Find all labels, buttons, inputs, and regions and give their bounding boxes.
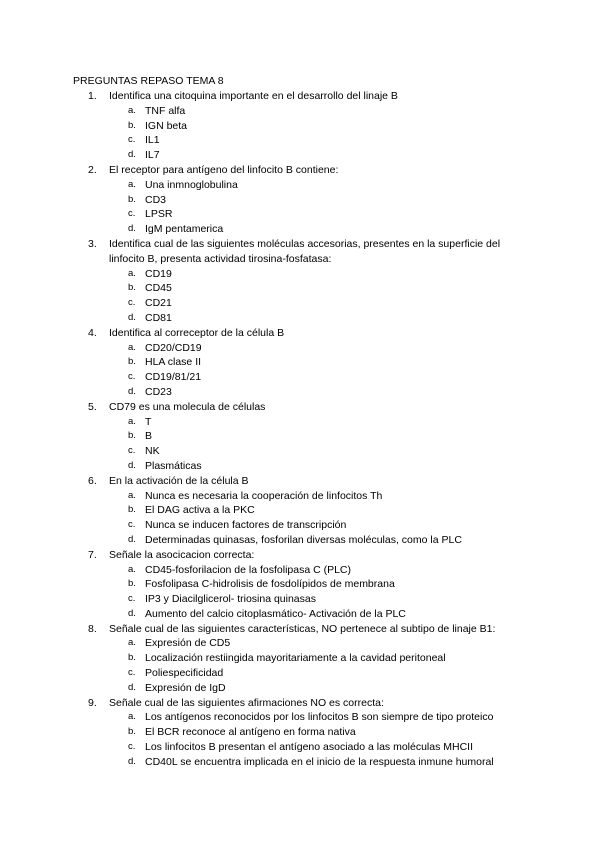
question-number: 8. (88, 622, 97, 635)
answer-option (0, 207, 600, 222)
question-text: CD79 es una molecula de células (109, 400, 266, 413)
option-text: CD21 (145, 297, 172, 310)
option-text: CD19/81/21 (145, 371, 202, 384)
question-number: 5. (88, 400, 97, 413)
option-letter: b. (128, 726, 136, 738)
option-letter: d. (128, 223, 136, 235)
option-letter: d. (128, 681, 136, 693)
answer-option (0, 503, 600, 518)
option-letter: a. (128, 178, 136, 190)
option-text: Localización restiingida mayoritariamente a la cavidad peritoneal (145, 652, 446, 665)
option-text: NK (145, 445, 160, 458)
option-text: CD81 (145, 311, 172, 324)
document-title: PREGUNTAS REPASO TEMA 8 (73, 75, 224, 87)
answer-option (0, 311, 600, 326)
answer-option (0, 651, 600, 666)
option-text: IgM pentamerica (145, 223, 224, 236)
question-item (0, 696, 600, 770)
question-item (0, 326, 600, 400)
question-number: 4. (88, 326, 97, 339)
answer-option (0, 222, 600, 237)
option-text: Los antígenos reconocidos por los linfocitos B son siempre de tipo proteico (145, 711, 494, 724)
question-number: 3. (88, 237, 97, 250)
answer-option (0, 607, 600, 622)
option-letter: a. (128, 415, 136, 427)
option-letter: d. (128, 311, 136, 323)
answer-option (0, 119, 600, 134)
option-text: IGN beta (145, 119, 188, 132)
question-number: 9. (88, 696, 97, 709)
option-letter: b. (128, 652, 136, 664)
question-item (0, 474, 600, 548)
option-text: El DAG activa a la PKC (145, 504, 255, 517)
option-text: B (145, 430, 153, 443)
answer-option (0, 489, 600, 504)
option-letter: b. (128, 282, 136, 294)
option-text: CD45 (145, 282, 172, 295)
option-letter: a. (128, 489, 136, 501)
option-text: CD45-fosforilacion de la fosfolipasa C (PLC) (145, 563, 352, 576)
option-text: Aumento del calcio citoplasmático- Activación de la PLC (145, 607, 406, 620)
question-number: 1. (88, 90, 97, 102)
answer-option (0, 133, 600, 148)
option-letter: c. (128, 134, 136, 146)
question-text: Identifica una citoquina importante en el desarrollo del linaje B (109, 90, 398, 102)
answer-option (0, 429, 600, 444)
question-number: 2. (88, 163, 97, 176)
question-item (0, 548, 600, 622)
option-text: Nunca es necesaria la cooperación de linfocitos Th (145, 489, 383, 502)
option-text: Una inmnoglobulina (145, 178, 238, 191)
answer-option (0, 296, 600, 311)
answer-option (0, 577, 600, 592)
question-text: El receptor para antígeno del linfocito B contiene: (109, 163, 339, 176)
answer-option (0, 281, 600, 296)
option-letter: a. (128, 711, 136, 723)
question-text: Identifica cual de las siguientes moléculas accesorias, presentes en la superficie del linfocito B, presenta actividad tirosina-fosfatasa: (109, 237, 501, 265)
question-item (0, 163, 600, 237)
question-text: Señale cual de las siguientes características, NO pertenece al subtipo de linaje B1: (109, 622, 496, 635)
option-text: Nunca se inducen factores de transcripción (145, 519, 347, 532)
option-letter: c. (128, 297, 136, 309)
option-letter: a. (128, 637, 136, 649)
option-letter: d. (128, 533, 136, 545)
option-letter: a. (128, 341, 136, 353)
option-text: Plasmáticas (145, 459, 202, 472)
question-text: En la activación de la célula B (109, 474, 249, 487)
option-letter: d. (128, 755, 136, 767)
option-text: CD40L se encuentra implicada en el inicio de la respuesta inmune humoral (145, 755, 494, 768)
option-text: T (145, 415, 152, 428)
answer-option (0, 740, 600, 755)
answer-option (0, 459, 600, 474)
answer-option (0, 563, 600, 578)
answer-option (0, 341, 600, 356)
option-text: CD3 (145, 193, 167, 206)
question-text: Señale la asocicacion correcta: (109, 548, 255, 561)
option-letter: c. (128, 519, 136, 531)
answer-option (0, 710, 600, 725)
question-number: 7. (88, 548, 97, 561)
option-letter: c. (128, 741, 136, 753)
answer-option (0, 415, 600, 430)
option-text: TNF alfa (145, 104, 186, 117)
question-item (0, 89, 600, 163)
option-text: Expresión de IgD (145, 681, 226, 694)
option-text: IL7 (145, 149, 160, 162)
answer-option (0, 104, 600, 119)
option-letter: b. (128, 578, 136, 590)
option-letter: a. (128, 563, 136, 575)
answer-option (0, 518, 600, 533)
option-letter: b. (128, 119, 136, 131)
option-text: Fosfolipasa C-hidrolisis de fosdolípidos de membrana (145, 578, 395, 591)
option-text: Determinadas quinasas, fosforilan diversas moléculas, como la PLC (145, 533, 462, 546)
answer-option (0, 666, 600, 681)
option-text: IL1 (145, 134, 160, 147)
option-text: Poliespecificidad (145, 667, 224, 680)
option-letter: d. (128, 607, 136, 619)
option-text: Los linfocitos B presentan el antígeno asociado a las moléculas MHCII (145, 741, 474, 754)
question-text: Señale cual de las siguientes afirmaciones NO es correcta: (109, 696, 384, 709)
question-number: 6. (88, 474, 97, 487)
answer-option (0, 636, 600, 651)
option-letter: c. (128, 445, 136, 457)
question-list (0, 89, 600, 770)
answer-option (0, 355, 600, 370)
option-letter: d. (128, 459, 136, 471)
option-letter: b. (128, 430, 136, 442)
answer-option (0, 444, 600, 459)
option-text: IP3 y Diacilglicerol- triosina quinasas (145, 593, 316, 606)
answer-option (0, 267, 600, 282)
answer-option (0, 681, 600, 696)
question-item (0, 622, 600, 696)
question-item (0, 400, 600, 474)
option-text: Expresión de CD5 (145, 637, 231, 650)
answer-option (0, 385, 600, 400)
answer-option (0, 725, 600, 740)
option-text: HLA clase II (145, 356, 202, 369)
option-text: El BCR reconoce al antígeno en forma nativa (145, 726, 356, 739)
option-text: CD20/CD19 (145, 341, 202, 354)
question-item (0, 237, 600, 326)
option-text: CD19 (145, 267, 172, 280)
option-letter: b. (128, 356, 136, 368)
answer-option (0, 193, 600, 208)
option-letter: b. (128, 504, 136, 516)
option-letter: c. (128, 667, 136, 679)
answer-option (0, 148, 600, 163)
answer-option (0, 370, 600, 385)
option-letter: d. (128, 149, 136, 161)
option-text: LPSR (145, 208, 173, 221)
option-letter: c. (128, 371, 136, 383)
option-letter: b. (128, 193, 136, 205)
answer-option (0, 178, 600, 193)
option-letter: c. (128, 208, 136, 220)
answer-option (0, 755, 600, 770)
answer-option (0, 592, 600, 607)
option-letter: a. (128, 104, 136, 116)
option-letter: d. (128, 385, 136, 397)
answer-option (0, 533, 600, 548)
option-letter: c. (128, 593, 136, 605)
option-letter: a. (128, 267, 136, 279)
question-text: Identifica al correceptor de la célula B (109, 326, 285, 339)
option-text: CD23 (145, 385, 172, 398)
